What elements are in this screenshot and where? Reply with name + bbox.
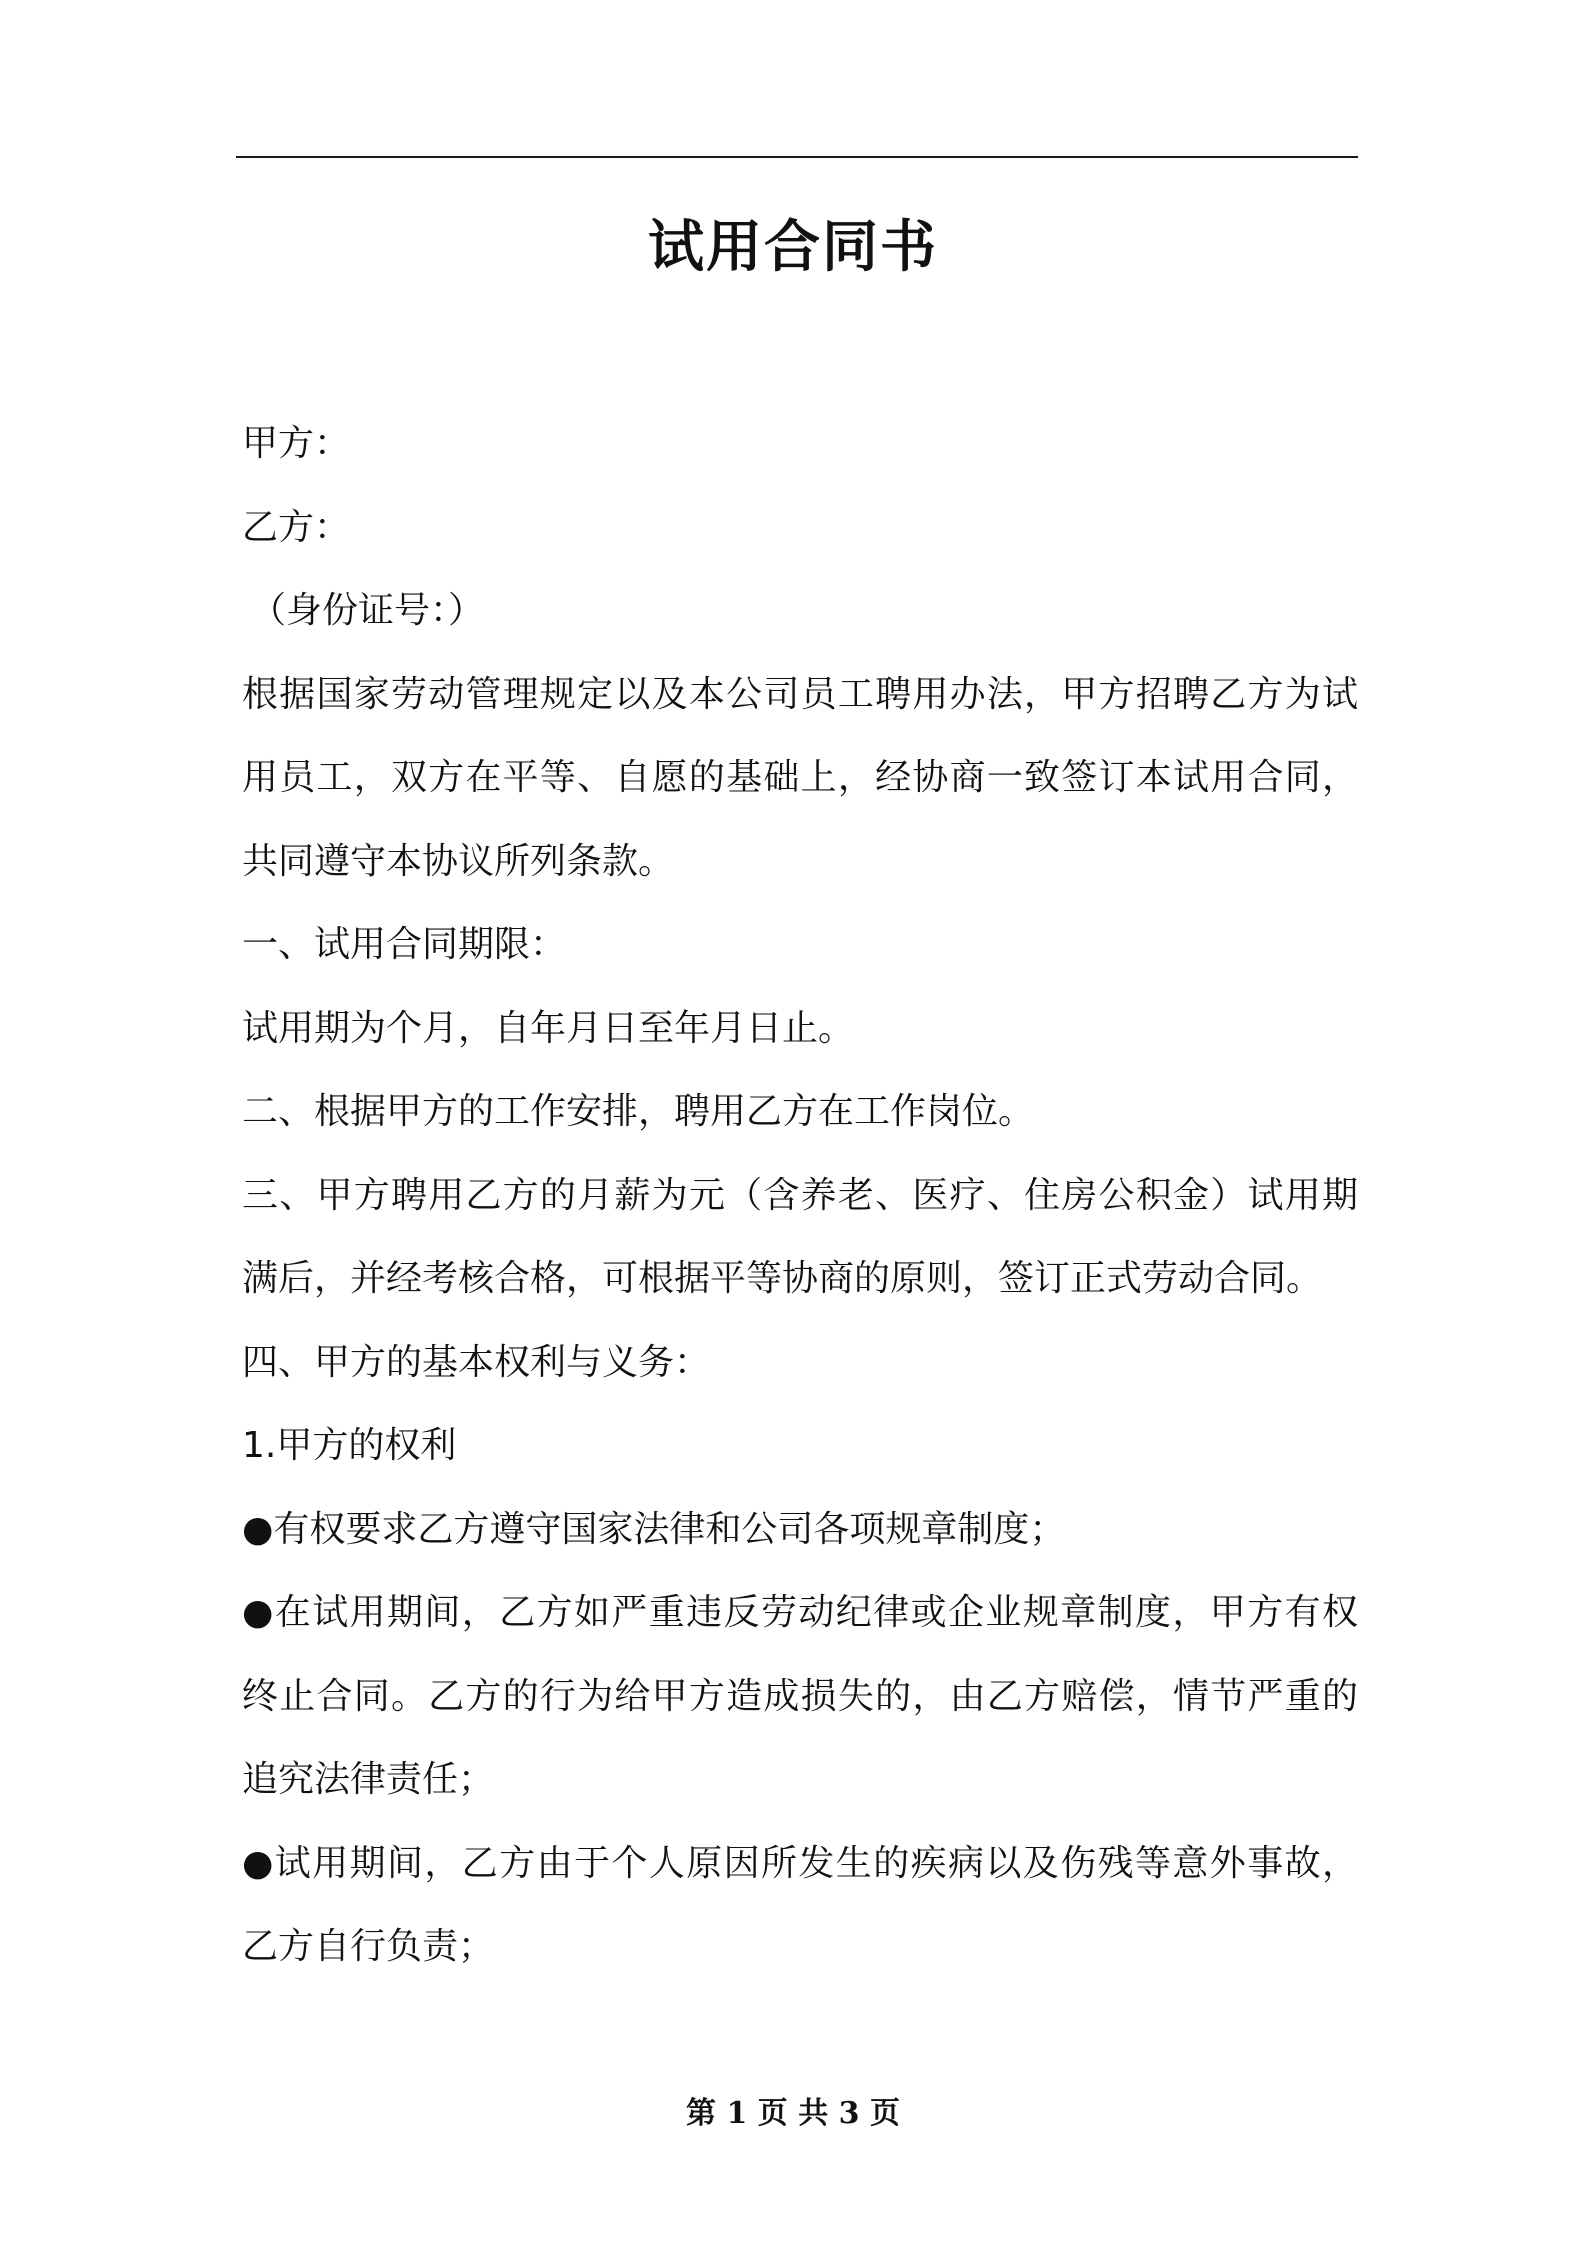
subsection-1-heading: 1.甲方的权利 bbox=[242, 1425, 457, 1466]
id-number-line: （身份证号：） bbox=[250, 590, 485, 631]
bullet-1: ●有权要求乙方遵守国家法律和公司各项规章制度； bbox=[242, 1508, 1066, 1550]
bullet-2-line-3: 追究法律责任； bbox=[242, 1759, 495, 1800]
section-1-text: 试用期为个月，自年月日至年月日止。 bbox=[242, 1007, 855, 1049]
party-a-line: 甲方： bbox=[242, 423, 351, 464]
section-4-heading: 四、甲方的基本权利与义务： bbox=[242, 1341, 711, 1383]
bullet-2-line-2: 终止合同。乙方的行为给甲方造成损失的，由乙方赔偿，情节严重的 bbox=[242, 1675, 1358, 1717]
header-rule bbox=[236, 156, 1358, 158]
section-1-heading: 一、试用合同期限： bbox=[242, 924, 567, 965]
party-b-line: 乙方： bbox=[242, 506, 351, 548]
document-title: 试用合同书 bbox=[648, 215, 938, 280]
intro-line-2: 用员工，双方在平等、自愿的基础上，经协商一致签订本试用合同， bbox=[242, 757, 1358, 798]
intro-line-1: 根据国家劳动管理规定以及本公司员工聘用办法，甲方招聘乙方为试 bbox=[242, 673, 1358, 715]
section-2-text: 二、根据甲方的工作安排，聘用乙方在工作岗位。 bbox=[242, 1091, 1035, 1132]
page-indicator: 第 1 页 共 3 页 bbox=[686, 2096, 900, 2131]
section-3-line-2: 满后，并经考核合格，可根据平等协商的原则，签订正式劳动合同。 bbox=[242, 1258, 1323, 1299]
bullet-3-line-2: 乙方自行负责； bbox=[242, 1926, 495, 1967]
section-3-line-1: 三、甲方聘用乙方的月薪为元（含养老、医疗、住房公积金）试用期 bbox=[242, 1174, 1358, 1216]
contract-body bbox=[242, 402, 1358, 1989]
bullet-2-line-1: ●在试用期间，乙方如严重违反劳动纪律或企业规章制度，甲方有权 bbox=[242, 1592, 1358, 1633]
bullet-3-line-1: ●试用期间，乙方由于个人原因所发生的疾病以及伤残等意外事故， bbox=[242, 1842, 1358, 1884]
intro-line-3: 共同遵守本协议所列条款。 bbox=[242, 840, 675, 882]
